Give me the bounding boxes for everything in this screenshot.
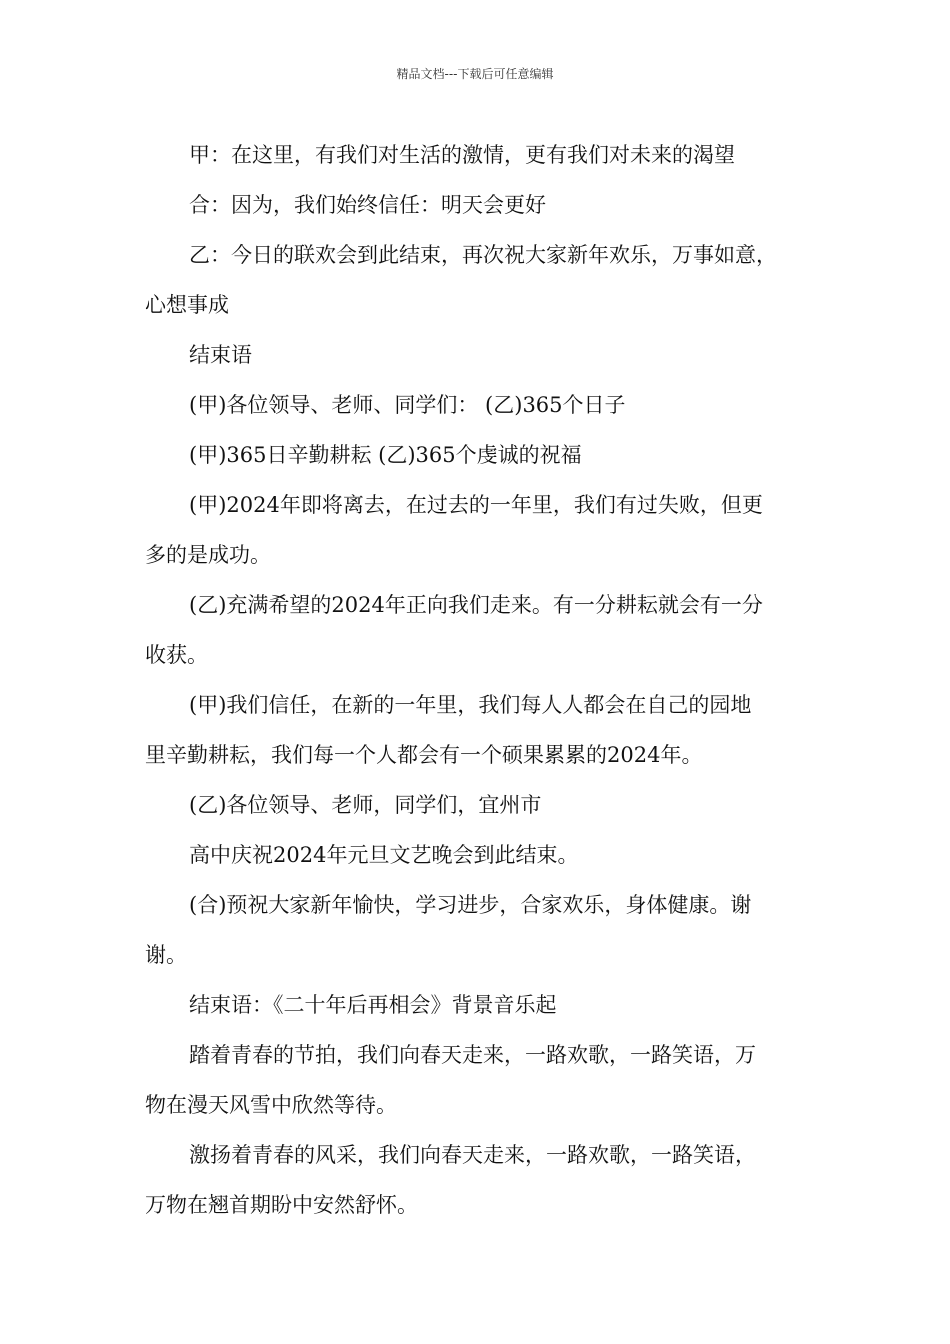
text-line: 踏着青春的节拍，我们向春天走来，一路欢歌，一路笑语，万 xyxy=(189,1043,756,1067)
text-line: 谢。 xyxy=(145,943,187,967)
document-body xyxy=(145,130,825,1230)
text-line: 万物在翘首期盼中安然舒怀。 xyxy=(145,1193,418,1217)
text-line: 乙：今日的联欢会到此结束，再次祝大家新年欢乐，万事如意， xyxy=(189,243,777,267)
text-line: 心想事成 xyxy=(145,293,229,317)
page-header: 精品文档---下载后可任意编辑 xyxy=(396,67,554,81)
text-line: 结束语 xyxy=(189,343,252,367)
text-line: 合：因为，我们始终信任：明天会更好 xyxy=(189,193,546,217)
text-line: (甲)各位领导、老师、同学们： (乙)365个日子 xyxy=(189,393,626,417)
text-line: 结束语：《二十年后再相会》背景音乐起 xyxy=(189,993,557,1017)
text-line: 里辛勤耕耘，我们每一个人都会有一个硕果累累的2024年。 xyxy=(145,743,703,767)
text-line: (甲)365日辛勤耕耘 (乙)365个虔诚的祝福 xyxy=(189,443,582,467)
text-line: 甲：在这里，有我们对生活的激情，更有我们对未来的渴望 xyxy=(189,143,735,167)
text-line: 物在漫天风雪中欣然等待。 xyxy=(145,1093,397,1117)
text-line: (合)预祝大家新年愉快，学习进步，合家欢乐，身体健康。谢 xyxy=(189,893,752,917)
text-line: (乙)各位领导、老师，同学们，宜州市 xyxy=(189,793,542,817)
text-line: (甲)2024年即将离去，在过去的一年里，我们有过失败，但更 xyxy=(189,493,763,517)
text-line: 收获。 xyxy=(145,643,208,667)
text-line: (乙)充满希望的2024年正向我们走来。有一分耕耘就会有一分 xyxy=(189,593,763,617)
text-line: 多的是成功。 xyxy=(145,543,271,567)
text-line: (甲)我们信任，在新的一年里，我们每人人都会在自己的园地 xyxy=(189,693,752,717)
text-line: 激扬着青春的风采，我们向春天走来，一路欢歌，一路笑语， xyxy=(189,1143,756,1167)
text-line: 高中庆祝2024年元旦文艺晚会到此结束。 xyxy=(189,843,579,867)
